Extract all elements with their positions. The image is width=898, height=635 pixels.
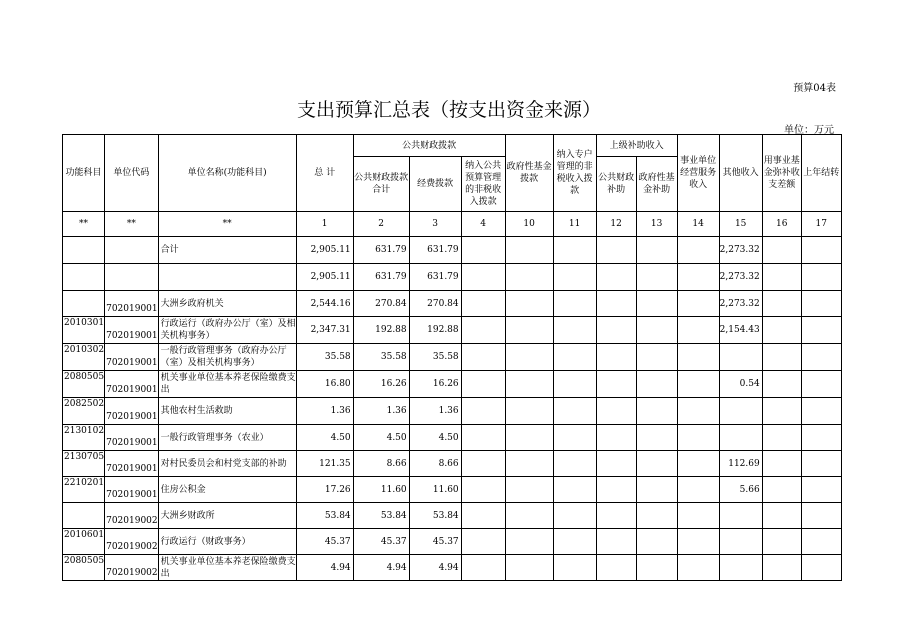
cell-total: 16.80 [296, 371, 353, 398]
table-row [63, 317, 842, 344]
cell-sup-public [596, 477, 636, 503]
cell-fund-make-up [762, 529, 801, 555]
cell-pf-total: 8.66 [353, 451, 409, 477]
cell-total: 2,544.16 [296, 291, 353, 317]
cell-unit-name: 住房公积金 [158, 477, 296, 503]
cell-gov-fund [505, 503, 553, 529]
cell-fund-make-up [762, 371, 801, 398]
cell-business-income [677, 291, 719, 317]
cell-unit-name [158, 264, 296, 291]
cell-other-income: 2,273.32 [719, 237, 762, 264]
index-cell: 17 [801, 212, 841, 237]
cell-special-nontax [553, 264, 596, 291]
cell-gov-fund [505, 317, 553, 344]
cell-unit-name: 对村民委员会和村党支部的补助 [158, 451, 296, 477]
cell-operating: 192.88 [409, 317, 461, 344]
cell-func-code: 2080505 [63, 371, 105, 398]
cell-fund-make-up [762, 344, 801, 371]
cell-nontax [461, 264, 505, 291]
cell-fund-make-up [762, 477, 801, 503]
cell-carryover [801, 451, 841, 477]
cell-nontax [461, 425, 505, 451]
table-row [63, 371, 842, 398]
cell-gov-fund [505, 451, 553, 477]
cell-fund-make-up [762, 317, 801, 344]
cell-carryover [801, 237, 841, 264]
cell-other-income: 5.66 [719, 477, 762, 503]
cell-func-code: 2130102 [63, 425, 105, 451]
cell-unit-code: 702019001 [105, 317, 159, 344]
cell-operating: 11.60 [409, 477, 461, 503]
cell-unit-code [105, 264, 159, 291]
header-other-income: 其他收入 [719, 135, 762, 212]
index-cell: 14 [677, 212, 719, 237]
header-pf-total: 公共财政拨款合计 [353, 157, 409, 212]
cell-total: 53.84 [296, 503, 353, 529]
cell-business-income [677, 477, 719, 503]
cell-pf-total: 16.26 [353, 371, 409, 398]
cell-carryover [801, 503, 841, 529]
cell-business-income [677, 451, 719, 477]
cell-nontax [461, 451, 505, 477]
cell-pf-total: 35.58 [353, 344, 409, 371]
cell-sup-gov [636, 237, 677, 264]
cell-operating: 270.84 [409, 291, 461, 317]
cell-unit-code: 702019001 [105, 371, 159, 398]
cell-nontax [461, 555, 505, 581]
cell-unit-name: 行政运行（财政事务） [158, 529, 296, 555]
cell-pf-total: 4.94 [353, 555, 409, 581]
cell-sup-public [596, 425, 636, 451]
cell-business-income [677, 398, 719, 425]
cell-pf-total: 631.79 [353, 237, 409, 264]
cell-func-code: 2082502 [63, 398, 105, 425]
cell-sup-public [596, 371, 636, 398]
cell-special-nontax [553, 529, 596, 555]
cell-carryover [801, 477, 841, 503]
cell-business-income [677, 264, 719, 291]
cell-sup-gov [636, 398, 677, 425]
cell-operating: 53.84 [409, 503, 461, 529]
table-row [63, 237, 842, 264]
cell-gov-fund [505, 291, 553, 317]
cell-unit-code [105, 237, 159, 264]
cell-other-income: 112.69 [719, 451, 762, 477]
cell-total: 2,905.11 [296, 264, 353, 291]
cell-operating: 4.94 [409, 555, 461, 581]
cell-special-nontax [553, 371, 596, 398]
unit-label: 单位：万元 [784, 125, 834, 136]
header-unit-name: 单位名称(功能科目) [158, 135, 296, 212]
cell-other-income: 0.54 [719, 371, 762, 398]
cell-special-nontax [553, 555, 596, 581]
cell-operating: 45.37 [409, 529, 461, 555]
cell-total: 2,347.31 [296, 317, 353, 344]
cell-other-income [719, 555, 762, 581]
header-operating: 经费拨款 [409, 157, 461, 212]
cell-special-nontax [553, 291, 596, 317]
cell-fund-make-up [762, 451, 801, 477]
cell-gov-fund [505, 555, 553, 581]
cell-nontax [461, 477, 505, 503]
cell-unit-code: 702019001 [105, 477, 159, 503]
cell-business-income [677, 344, 719, 371]
cell-fund-make-up [762, 264, 801, 291]
cell-special-nontax [553, 344, 596, 371]
cell-carryover [801, 371, 841, 398]
cell-sup-public [596, 291, 636, 317]
form-number: 预算04表 [793, 83, 836, 94]
cell-business-income [677, 317, 719, 344]
cell-unit-name: 一般行政管理事务（政府办公厅（室）及相关机构事务） [158, 344, 296, 371]
cell-business-income [677, 371, 719, 398]
cell-pf-total: 631.79 [353, 264, 409, 291]
cell-nontax [461, 317, 505, 344]
cell-unit-name: 机关事业单位基本养老保险缴费支出 [158, 555, 296, 581]
cell-func-code [63, 291, 105, 317]
cell-nontax [461, 371, 505, 398]
cell-pf-total: 4.50 [353, 425, 409, 451]
cell-total: 121.35 [296, 451, 353, 477]
index-cell: 13 [636, 212, 677, 237]
cell-nontax [461, 398, 505, 425]
cell-total: 4.94 [296, 555, 353, 581]
cell-sup-public [596, 317, 636, 344]
table-row [63, 503, 842, 529]
cell-func-code: 2080505 [63, 555, 105, 581]
table-row [63, 398, 842, 425]
index-cell: 10 [505, 212, 553, 237]
cell-gov-fund [505, 529, 553, 555]
cell-special-nontax [553, 237, 596, 264]
cell-sup-public [596, 503, 636, 529]
cell-total: 4.50 [296, 425, 353, 451]
cell-func-code: 2130705 [63, 451, 105, 477]
cell-gov-fund [505, 344, 553, 371]
index-cell: 12 [596, 212, 636, 237]
cell-unit-code: 702019002 [105, 529, 159, 555]
table-row [63, 477, 842, 503]
cell-carryover [801, 425, 841, 451]
cell-sup-public [596, 237, 636, 264]
cell-carryover [801, 291, 841, 317]
cell-special-nontax [553, 398, 596, 425]
cell-func-code: 2010601 [63, 529, 105, 555]
cell-nontax [461, 237, 505, 264]
cell-sup-public [596, 451, 636, 477]
cell-sup-gov [636, 477, 677, 503]
header-sup-public: 公共财政补助 [596, 157, 636, 212]
cell-func-code: 2210201 [63, 477, 105, 503]
cell-unit-code: 702019001 [105, 451, 159, 477]
cell-carryover [801, 344, 841, 371]
cell-unit-code: 702019001 [105, 291, 159, 317]
cell-total: 2,905.11 [296, 237, 353, 264]
cell-sup-gov [636, 503, 677, 529]
cell-pf-total: 11.60 [353, 477, 409, 503]
index-cell: 11 [553, 212, 596, 237]
header-public-finance: 公共财政拨款 [353, 135, 505, 157]
cell-fund-make-up [762, 291, 801, 317]
cell-sup-public [596, 344, 636, 371]
cell-sup-gov [636, 425, 677, 451]
cell-business-income [677, 529, 719, 555]
cell-other-income [719, 344, 762, 371]
cell-total: 17.26 [296, 477, 353, 503]
header-superior: 上级补助收入 [596, 135, 677, 157]
cell-total: 45.37 [296, 529, 353, 555]
cell-operating: 35.58 [409, 344, 461, 371]
cell-pf-total: 1.36 [353, 398, 409, 425]
cell-gov-fund [505, 477, 553, 503]
table-row [63, 555, 842, 581]
header-special-nontax: 纳入专户管理的非税收入拨款 [553, 135, 596, 212]
cell-gov-fund [505, 264, 553, 291]
cell-special-nontax [553, 451, 596, 477]
cell-pf-total: 270.84 [353, 291, 409, 317]
cell-unit-name: 其他农村生活救助 [158, 398, 296, 425]
index-row [63, 212, 842, 237]
cell-func-code: 2010302 [63, 344, 105, 371]
cell-total: 1.36 [296, 398, 353, 425]
index-cell: 2 [353, 212, 409, 237]
index-cell: 4 [461, 212, 505, 237]
cell-sup-public [596, 264, 636, 291]
cell-fund-make-up [762, 398, 801, 425]
cell-unit-name: 大洲乡财政所 [158, 503, 296, 529]
table-row [63, 264, 842, 291]
table-row [63, 529, 842, 555]
index-cell: 1 [296, 212, 353, 237]
cell-gov-fund [505, 237, 553, 264]
header-sup-gov: 政府性基金补助 [636, 157, 677, 212]
cell-business-income [677, 425, 719, 451]
table-row [63, 451, 842, 477]
cell-sup-gov [636, 371, 677, 398]
cell-operating: 16.26 [409, 371, 461, 398]
table-row [63, 425, 842, 451]
cell-nontax [461, 344, 505, 371]
cell-operating: 631.79 [409, 237, 461, 264]
cell-sup-gov [636, 264, 677, 291]
cell-unit-code: 702019002 [105, 503, 159, 529]
cell-pf-total: 192.88 [353, 317, 409, 344]
cell-unit-name: 大洲乡政府机关 [158, 291, 296, 317]
cell-other-income [719, 503, 762, 529]
index-cell: 16 [762, 212, 801, 237]
cell-unit-name: 机关事业单位基本养老保险缴费支出 [158, 371, 296, 398]
cell-func-code: 2010301 [63, 317, 105, 344]
cell-business-income [677, 237, 719, 264]
cell-business-income [677, 503, 719, 529]
cell-unit-code: 702019001 [105, 344, 159, 371]
cell-sup-public [596, 529, 636, 555]
cell-fund-make-up [762, 237, 801, 264]
cell-other-income: 2,273.32 [719, 264, 762, 291]
cell-sup-gov [636, 529, 677, 555]
index-cell: ** [158, 212, 296, 237]
cell-pf-total: 45.37 [353, 529, 409, 555]
cell-special-nontax [553, 425, 596, 451]
cell-sup-gov [636, 291, 677, 317]
header-unit-code: 单位代码 [105, 135, 159, 212]
header-nontax: 纳入公共预算管理的非税收入拨款 [461, 157, 505, 212]
cell-operating: 4.50 [409, 425, 461, 451]
cell-special-nontax [553, 503, 596, 529]
cell-sup-gov [636, 451, 677, 477]
cell-carryover [801, 555, 841, 581]
cell-func-code [63, 264, 105, 291]
cell-carryover [801, 529, 841, 555]
cell-sup-gov [636, 344, 677, 371]
cell-other-income [719, 425, 762, 451]
cell-gov-fund [505, 425, 553, 451]
header-carryover: 上年结转 [801, 135, 841, 212]
header-business-income: 事业单位经营服务收入 [677, 135, 719, 212]
header-func-code: 功能科目 [63, 135, 105, 212]
index-cell: ** [63, 212, 105, 237]
cell-carryover [801, 317, 841, 344]
header-fund-make-up: 用事业基金弥补收支差额 [762, 135, 801, 212]
table-row [63, 291, 842, 317]
header-total: 总 计 [296, 135, 353, 212]
cell-other-income [719, 398, 762, 425]
cell-sup-public [596, 555, 636, 581]
cell-unit-code: 702019001 [105, 425, 159, 451]
cell-unit-code: 702019001 [105, 398, 159, 425]
cell-unit-name: 一般行政管理事务（农业） [158, 425, 296, 451]
cell-pf-total: 53.84 [353, 503, 409, 529]
cell-func-code [63, 503, 105, 529]
index-cell: 15 [719, 212, 762, 237]
cell-nontax [461, 503, 505, 529]
cell-special-nontax [553, 317, 596, 344]
cell-sup-gov [636, 317, 677, 344]
cell-sup-gov [636, 555, 677, 581]
cell-fund-make-up [762, 503, 801, 529]
cell-fund-make-up [762, 425, 801, 451]
cell-operating: 1.36 [409, 398, 461, 425]
cell-special-nontax [553, 477, 596, 503]
cell-nontax [461, 291, 505, 317]
cell-nontax [461, 529, 505, 555]
cell-other-income: 2,154.43 [719, 317, 762, 344]
cell-func-code [63, 237, 105, 264]
cell-gov-fund [505, 371, 553, 398]
cell-operating: 631.79 [409, 264, 461, 291]
page-title: 支出预算汇总表（按支出资金来源） [296, 99, 601, 121]
header-gov-fund: 政府性基金拨款 [505, 135, 553, 212]
budget-table [62, 134, 842, 581]
cell-fund-make-up [762, 555, 801, 581]
cell-unit-code: 702019002 [105, 555, 159, 581]
cell-unit-name: 行政运行（政府办公厅（室）及相关机构事务） [158, 317, 296, 344]
table-row [63, 344, 842, 371]
cell-sup-public [596, 398, 636, 425]
cell-business-income [677, 555, 719, 581]
cell-other-income: 2,273.32 [719, 291, 762, 317]
cell-other-income [719, 529, 762, 555]
cell-operating: 8.66 [409, 451, 461, 477]
cell-unit-name: 合计 [158, 237, 296, 264]
cell-total: 35.58 [296, 344, 353, 371]
index-cell: ** [105, 212, 159, 237]
cell-gov-fund [505, 398, 553, 425]
index-cell: 3 [409, 212, 461, 237]
cell-carryover [801, 264, 841, 291]
cell-carryover [801, 398, 841, 425]
